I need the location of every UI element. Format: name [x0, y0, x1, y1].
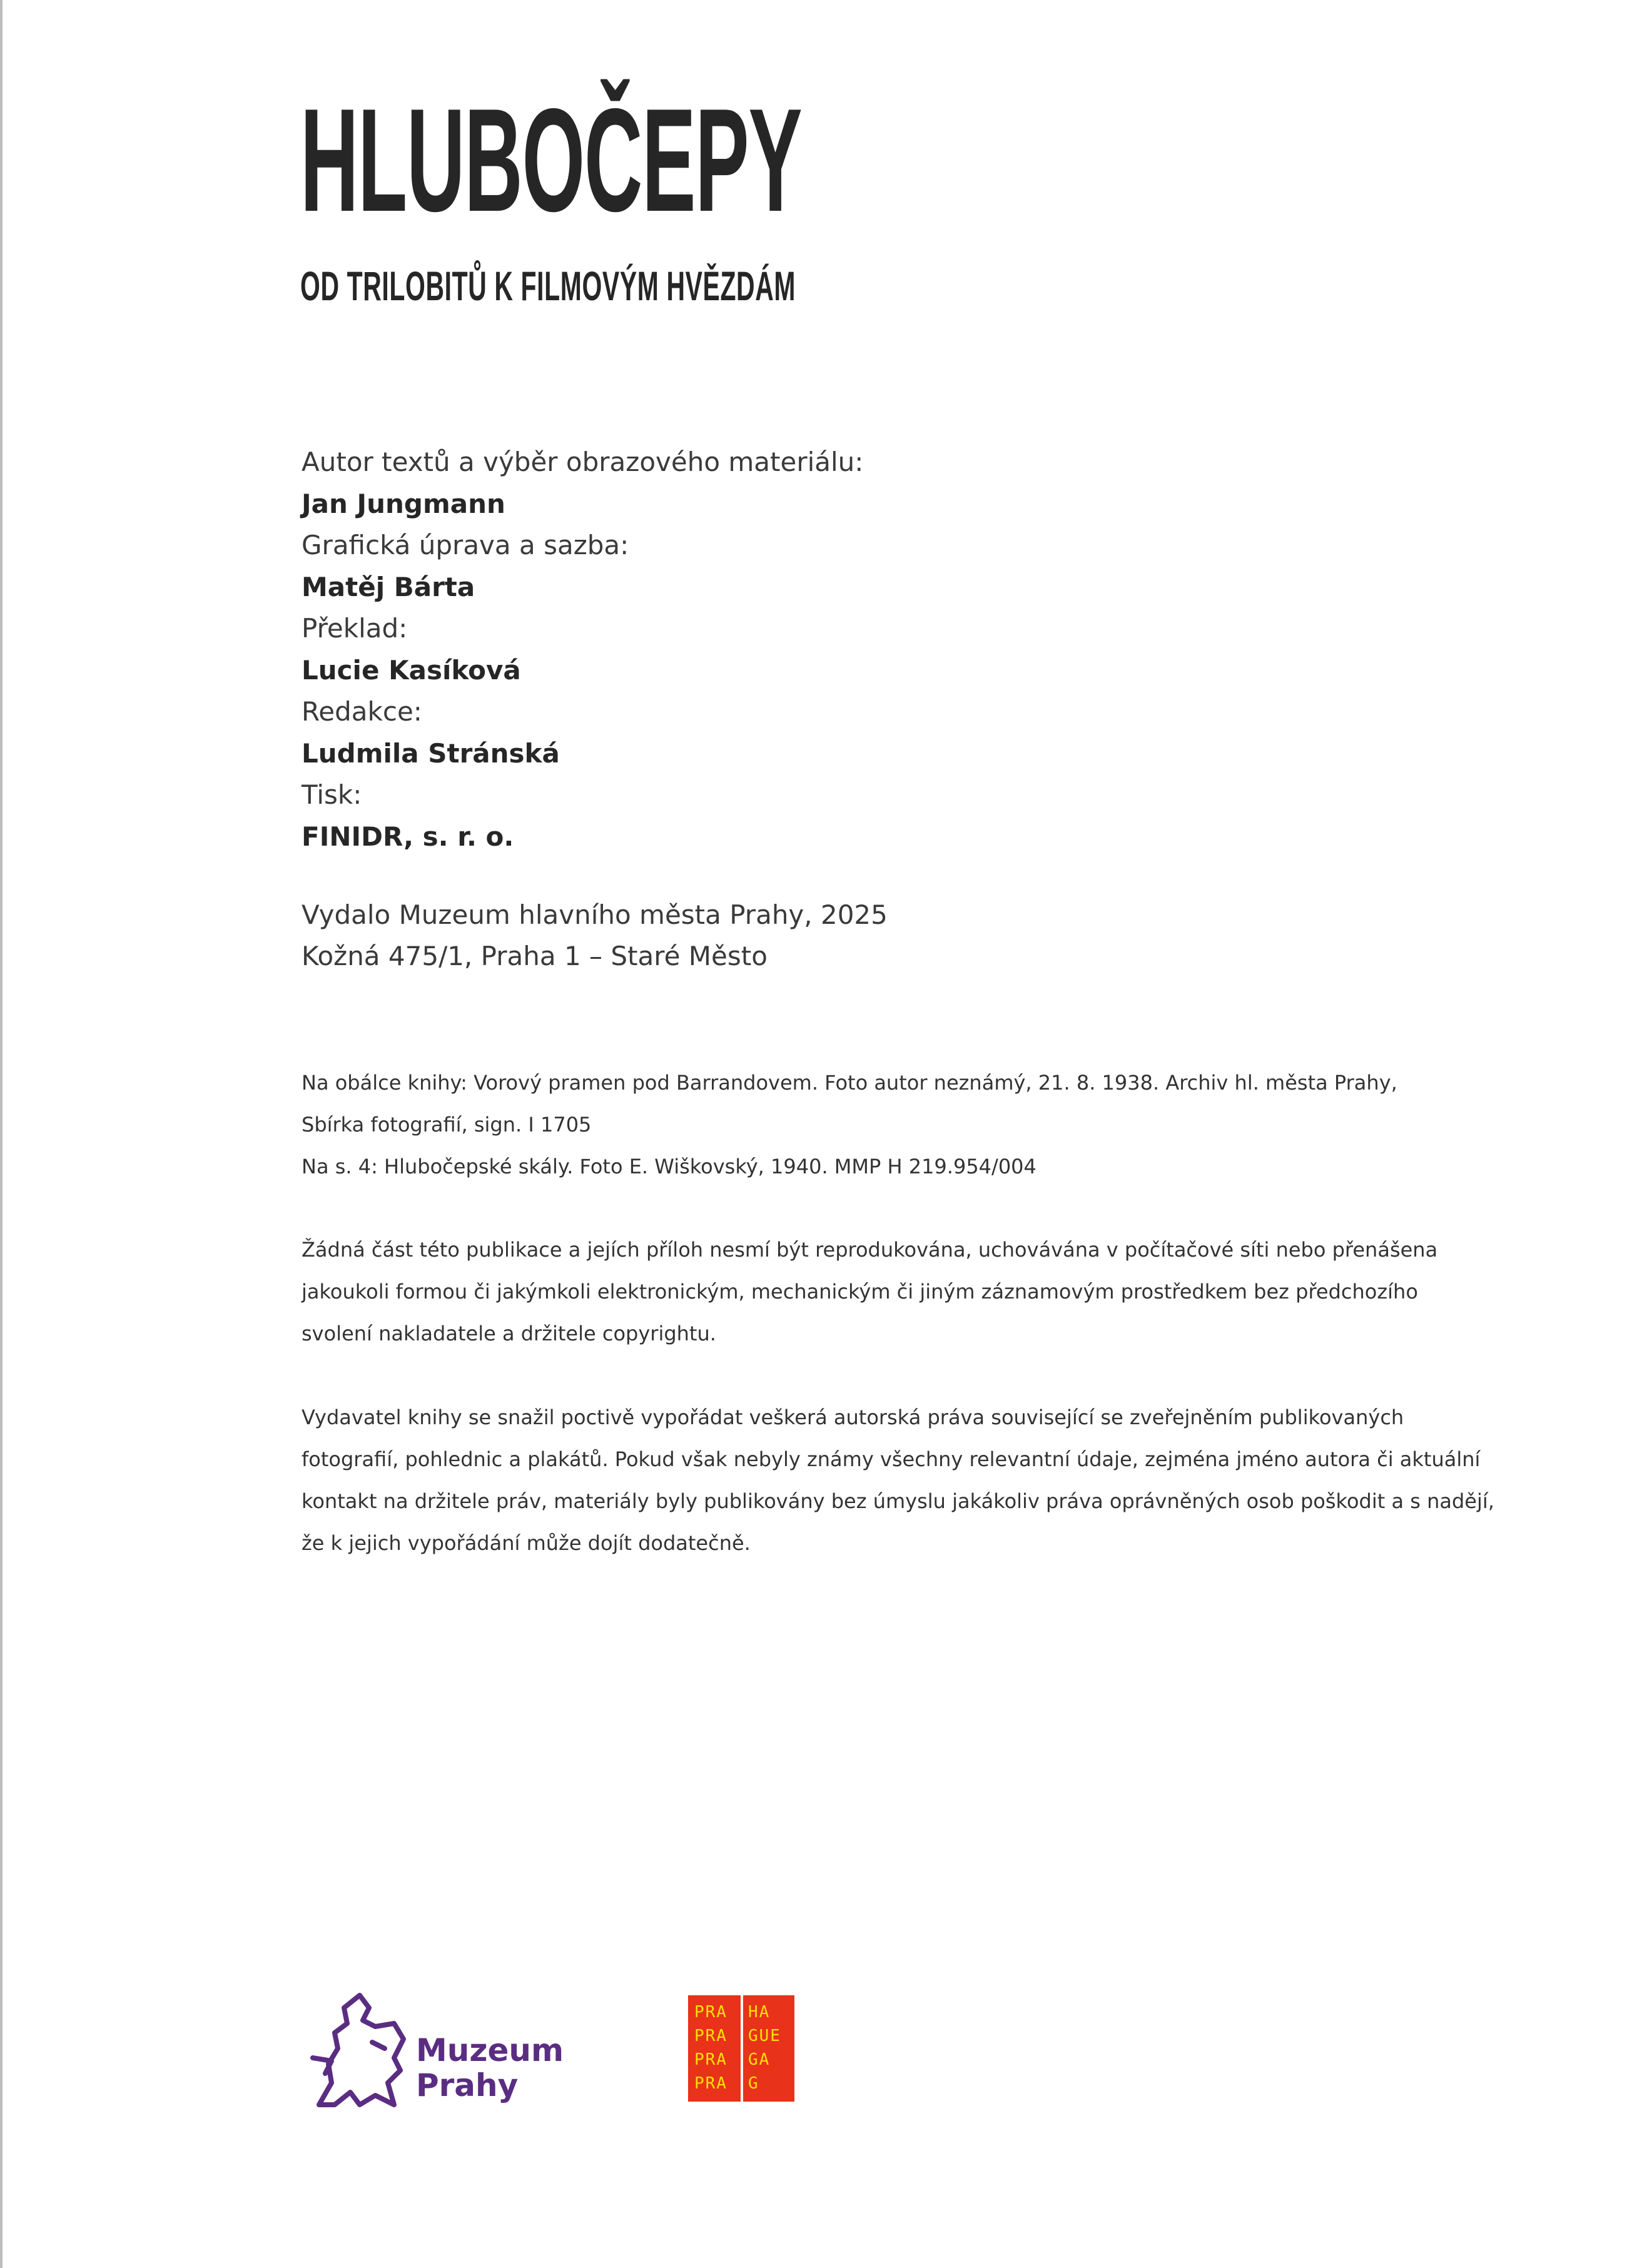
image-captions	[302, 1062, 1397, 1188]
caption-line: Sbírka fotografií, sign. I 1705	[302, 1113, 592, 1137]
credit-role: Autor textů a výběr obrazového materiálu:	[302, 447, 864, 477]
logo-line: Prahy	[416, 2067, 519, 2103]
praha-logo-text: G	[748, 2074, 759, 2093]
praha-logo-text: HA	[748, 2003, 771, 2022]
caption-line: Na s. 4: Hlubočepské skály. Foto E. Wiškovský, 1940. MMP H 219.954/004	[302, 1155, 1036, 1178]
credit-role: Překlad:	[302, 613, 408, 644]
publisher-info	[302, 894, 888, 977]
praha-logo-text: PRA	[694, 2027, 727, 2045]
disclaimer-line: kontakt na držitele práv, materiály byly publikovány bez úmyslu jakákoliv práva oprávněných osob poškodit a s nadějí,	[302, 1489, 1494, 1513]
lion-icon	[300, 1989, 413, 2114]
copyright-line: Žádná část této publikace a jejích příloh nesmí být reprodukována, uchovávána v počítačové síti nebo přenášena	[302, 1238, 1438, 1262]
credit-name: Ludmila Stránská	[302, 737, 560, 769]
logo-line: Muzeum	[416, 2032, 564, 2068]
caption-line: Na obálce knihy: Vorový pramen pod Barrandovem. Foto autor neznámý, 21. 8. 1938. Archiv hl. města Prahy,	[302, 1071, 1397, 1095]
rights-disclaimer	[302, 1397, 1494, 1564]
praha-logo	[688, 1995, 794, 2102]
disclaimer-line: Vydavatel knihy se snažil poctivě vypořádat veškerá autorská práva související se zveřejněním publikovaných	[302, 1405, 1404, 1429]
copyright-line: jakoukoli formou či jakýmkoli elektronickým, mechanickým či jiným záznamovým prostředkem bez předchozího	[302, 1280, 1418, 1304]
disclaimer-line: že k jejich vypořádání může dojít dodatečně.	[302, 1531, 751, 1555]
logo-divider	[741, 1995, 743, 2102]
praha-logo-text: PRA	[694, 2074, 727, 2093]
credit-name: Jan Jungmann	[302, 488, 505, 519]
credit-role: Redakce:	[302, 696, 422, 727]
credit-name: Lucie Kasíková	[302, 654, 521, 686]
praha-logo-text: GA	[748, 2050, 771, 2069]
credit-name: Matěj Bárta	[302, 571, 475, 602]
copyright-notice	[302, 1229, 1437, 1355]
muzeum-prahy-logo	[300, 1989, 594, 2114]
credit-name: FINIDR, s. r. o.	[302, 821, 514, 852]
book-subtitle: OD TRILOBITŮ K FILMOVÝM HVĚZDÁM	[300, 263, 796, 309]
book-title: HLUBOČEPY	[300, 78, 802, 242]
page-edge	[0, 0, 3, 2268]
praha-logo-text: GUE	[748, 2027, 781, 2045]
praha-logo-text: PRA	[694, 2003, 727, 2022]
credit-role: Tisk:	[302, 779, 362, 810]
credit-role: Grafická úprava a sazba:	[302, 530, 629, 560]
praha-logo-text: PRA	[694, 2050, 727, 2069]
credits	[302, 442, 863, 858]
title-block	[300, 78, 1212, 309]
copyright-line: svolení nakladatele a držitele copyrightu.	[302, 1322, 716, 1345]
muzeum-prahy-wordmark	[416, 2033, 564, 2103]
disclaimer-line: fotografií, pohlednic a plakátů. Pokud však nebyly známy všechny relevantní údaje, zejména jméno autora či aktuální	[302, 1447, 1481, 1471]
publisher-line: Vydalo Muzeum hlavního města Prahy, 2025	[302, 899, 888, 930]
publisher-address: Kožná 475/1, Praha 1 – Staré Město	[302, 941, 768, 971]
